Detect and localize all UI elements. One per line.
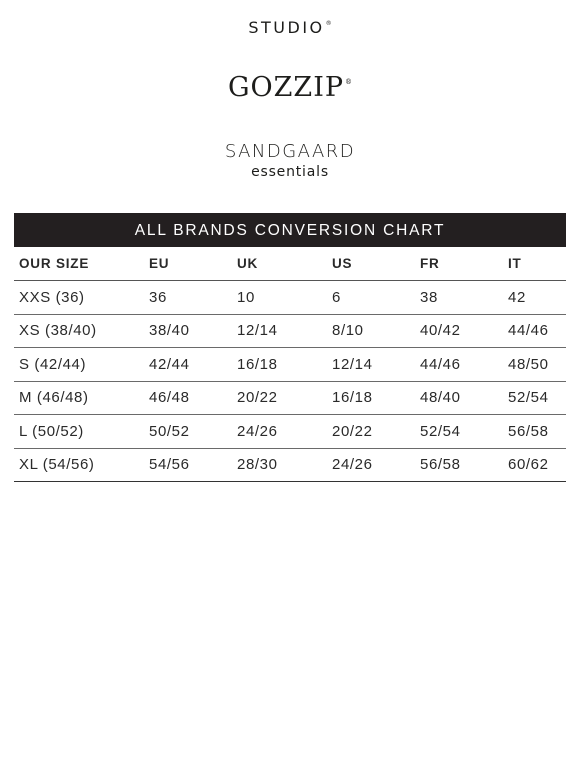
table-cell: 54/56 <box>144 448 232 482</box>
column-header-our-size: OUR SIZE <box>14 247 144 281</box>
table-cell: 38 <box>415 281 503 315</box>
table-cell: 38/40 <box>144 314 232 348</box>
table-cell: 24/26 <box>327 448 415 482</box>
column-header-us: US <box>327 247 415 281</box>
size-table <box>14 247 566 482</box>
table-cell: 6 <box>327 281 415 315</box>
table-cell: 8/10 <box>327 314 415 348</box>
header-row <box>14 247 566 281</box>
table-row <box>14 348 566 382</box>
table-cell: 24/26 <box>232 415 327 449</box>
table-cell: 50/52 <box>144 415 232 449</box>
table-cell: 56/58 <box>503 415 566 449</box>
table-cell: 20/22 <box>232 381 327 415</box>
column-header-it: IT <box>503 247 566 281</box>
studio-logo-text: STUDIO <box>248 18 325 37</box>
table-row <box>14 448 566 482</box>
table-cell: 12/14 <box>327 348 415 382</box>
table-cell: 44/46 <box>503 314 566 348</box>
table-row <box>14 381 566 415</box>
table-cell: 48/40 <box>415 381 503 415</box>
column-header-uk: UK <box>232 247 327 281</box>
table-cell: 52/54 <box>415 415 503 449</box>
registered-mark: ® <box>325 20 332 27</box>
table-cell: XS (38/40) <box>14 314 144 348</box>
table-cell: 60/62 <box>503 448 566 482</box>
table-cell: 46/48 <box>144 381 232 415</box>
gozzip-logo-text: GOZZIP <box>227 72 345 103</box>
column-header-fr: FR <box>415 247 503 281</box>
table-cell: 52/54 <box>503 381 566 415</box>
table-cell: 28/30 <box>232 448 327 482</box>
table-row <box>14 415 566 449</box>
table-cell: 48/50 <box>503 348 566 382</box>
size-conversion-chart <box>14 213 566 482</box>
table-cell: 42/44 <box>144 348 232 382</box>
table-cell: S (42/44) <box>14 348 144 382</box>
registered-mark: ® <box>345 78 353 86</box>
gozzip-logo <box>0 72 580 103</box>
table-cell: M (46/48) <box>14 381 144 415</box>
table-cell: 42 <box>503 281 566 315</box>
table-cell: XXS (36) <box>14 281 144 315</box>
table-cell: 20/22 <box>327 415 415 449</box>
table-cell: 36 <box>144 281 232 315</box>
table-cell: XL (54/56) <box>14 448 144 482</box>
table-row <box>14 314 566 348</box>
table-cell: 56/58 <box>415 448 503 482</box>
table-row <box>14 281 566 315</box>
studio-logo <box>0 18 580 37</box>
sandgaard-logo: SANDGAARD <box>224 141 356 162</box>
table-cell: 16/18 <box>327 381 415 415</box>
table-cell: 12/14 <box>232 314 327 348</box>
table-cell: 10 <box>232 281 327 315</box>
sandgaard-essentials-subtitle: essentials <box>251 164 329 180</box>
table-cell: L (50/52) <box>14 415 144 449</box>
column-header-eu: EU <box>144 247 232 281</box>
table-cell: 16/18 <box>232 348 327 382</box>
table-cell: 44/46 <box>415 348 503 382</box>
table-cell: 40/42 <box>415 314 503 348</box>
chart-title: ALL BRANDS CONVERSION CHART <box>14 213 566 247</box>
